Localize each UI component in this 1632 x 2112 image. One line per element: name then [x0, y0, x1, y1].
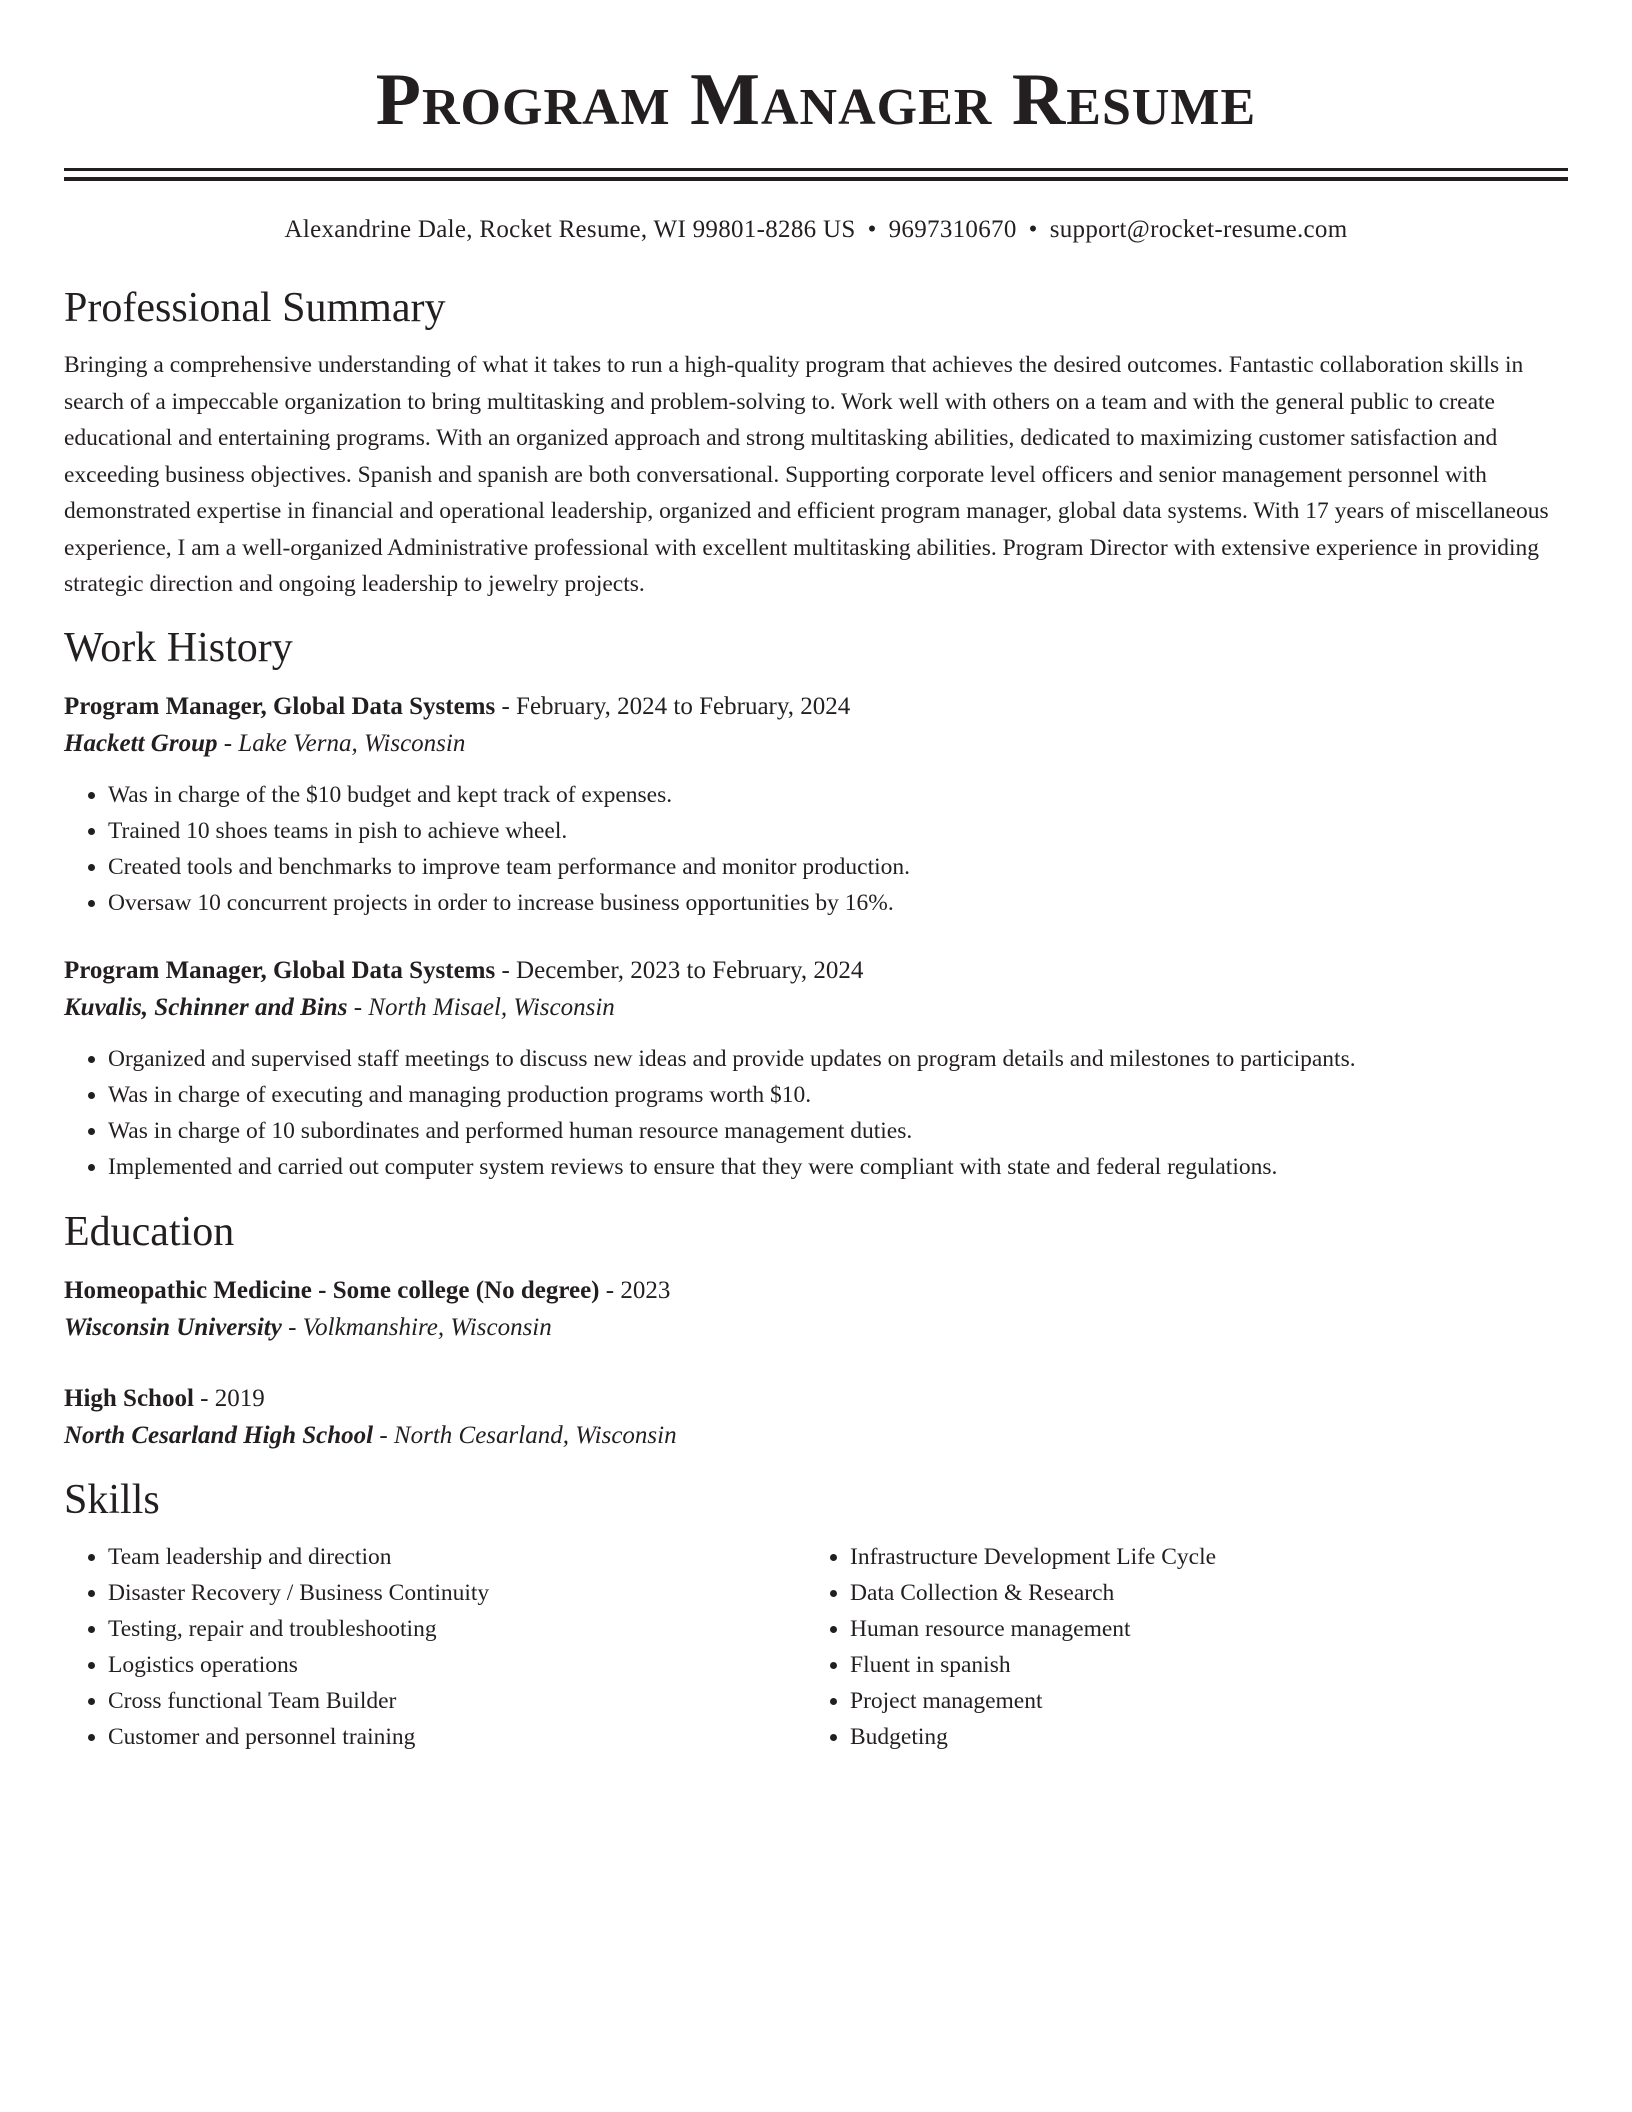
- education-heading: Education: [64, 1208, 235, 1255]
- job-entry: [64, 953, 1568, 1185]
- skill-item: • Testing, repair and troubleshooting: [108, 1611, 806, 1647]
- education-entry: [64, 1273, 1568, 1347]
- job-bullets: [64, 777, 1568, 921]
- skill-item: • Disaster Recovery / Business Continuity: [108, 1575, 806, 1611]
- contact-email: support@rocket-resume.com: [1049, 216, 1348, 243]
- skill-item: • Budgeting: [850, 1719, 1548, 1755]
- contact-address: Alexandrine Dale, Rocket Resume, WI 99801-8286 US: [284, 216, 856, 243]
- list-item: • Was in charge of executing and managing production programs worth $10.: [108, 1077, 1568, 1113]
- skill-item: • Infrastructure Development Life Cycle: [850, 1539, 1548, 1575]
- education-school: North Cesarland High School: [64, 1421, 374, 1449]
- contact-separator: •: [867, 216, 877, 243]
- education-entry: [64, 1381, 1568, 1455]
- education-location: - North Cesarland, Wisconsin: [373, 1421, 677, 1449]
- education-header: [64, 1381, 1568, 1417]
- job-employer: [64, 989, 1568, 1027]
- resume-title: Program Manager Resume: [375, 59, 1257, 141]
- list-item: • Trained 10 shoes teams in pish to achieve wheel.: [108, 813, 1568, 849]
- list-item: • Oversaw 10 concurrent projects in order to increase business opportunities by 16%.: [108, 885, 1568, 921]
- job-title: Program Manager, Global Data Systems: [64, 956, 496, 984]
- skill-item: • Team leadership and direction: [108, 1539, 806, 1575]
- job-dates: - February, 2024 to February, 2024: [495, 692, 851, 720]
- education-school: Wisconsin University: [64, 1313, 282, 1341]
- skill-item: • Human resource management: [850, 1611, 1548, 1647]
- job-dates: - December, 2023 to February, 2024: [495, 956, 864, 984]
- job-employer: [64, 725, 1568, 763]
- contact-phone: 9697310670: [888, 216, 1017, 243]
- skill-item: • Data Collection & Research: [850, 1575, 1548, 1611]
- skill-item: • Logistics operations: [108, 1647, 806, 1683]
- skills-columns: [64, 1539, 1568, 1755]
- skills-list-left: [64, 1539, 806, 1755]
- skill-item: • Project management: [850, 1683, 1548, 1719]
- skill-item: • Cross functional Team Builder: [108, 1683, 806, 1719]
- education-year: - 2019: [193, 1384, 265, 1412]
- list-item: • Organized and supervised staff meetings to discuss new ideas and provide updates on program details and milestones to participants.: [108, 1041, 1568, 1077]
- education-school-line: [64, 1417, 1568, 1455]
- education-degree: High School: [64, 1384, 194, 1412]
- title-rule-top: [64, 168, 1568, 171]
- job-title: Program Manager, Global Data Systems: [64, 692, 496, 720]
- skill-item: • Customer and personnel training: [108, 1719, 806, 1755]
- job-header: [64, 953, 1568, 989]
- title-rule-bottom: [64, 177, 1568, 181]
- education-degree: Homeopathic Medicine - Some college (No degree): [64, 1276, 600, 1304]
- list-item: • Was in charge of 10 subordinates and performed human resource management duties.: [108, 1113, 1568, 1149]
- skills-list-right: [806, 1539, 1548, 1755]
- list-item: • Was in charge of the $10 budget and kept track of expenses.: [108, 777, 1568, 813]
- job-bullets: [64, 1041, 1568, 1185]
- list-item: • Created tools and benchmarks to improve team performance and monitor production.: [108, 849, 1568, 885]
- job-company: Kuvalis, Schinner and Bins: [64, 993, 348, 1021]
- education-location: - Volkmanshire, Wisconsin: [281, 1313, 552, 1341]
- job-entry: [64, 689, 1568, 921]
- education-year: - 2023: [599, 1276, 671, 1304]
- education-header: [64, 1273, 1568, 1309]
- job-header: [64, 689, 1568, 725]
- list-item: • Implemented and carried out computer system reviews to ensure that they were compliant with state and federal regulations.: [108, 1149, 1568, 1185]
- summary-text: Bringing a comprehensive understanding of what it takes to run a high-quality program that achieves the desired outcomes. Fantastic collaboration skills in search of a impeccable organization to bring multitasking and problem-solving to. Work well with others on a team and with the general public to create educational and entertaining programs. With an organized approach and strong multitasking abilities, dedicated to maximizing customer satisfaction and exceeding business objectives. Spanish and spanish are both conversational. Supporting corporate level officers and senior management personnel with demonstrated expertise in financial and operational leadership, organized and efficient program manager, global data systems. With 17 years of miscellaneous experience, I am a well-organized Administrative professional with excellent multitasking abilities. Program Director with extensive experience in providing strategic direction and ongoing leadership to jewelry projects.: [64, 352, 1549, 597]
- contact-separator: •: [1028, 216, 1038, 243]
- job-location: - North Misael, Wisconsin: [347, 993, 615, 1021]
- job-location: - Lake Verna, Wisconsin: [217, 729, 466, 757]
- work-history-heading: Work History: [64, 624, 293, 671]
- education-school-line: [64, 1309, 1568, 1347]
- summary-heading: Professional Summary: [64, 285, 446, 331]
- contact-line: [64, 215, 1568, 245]
- skill-item: • Fluent in spanish: [850, 1647, 1548, 1683]
- skills-heading: Skills: [64, 1476, 160, 1523]
- job-company: Hackett Group: [64, 729, 218, 757]
